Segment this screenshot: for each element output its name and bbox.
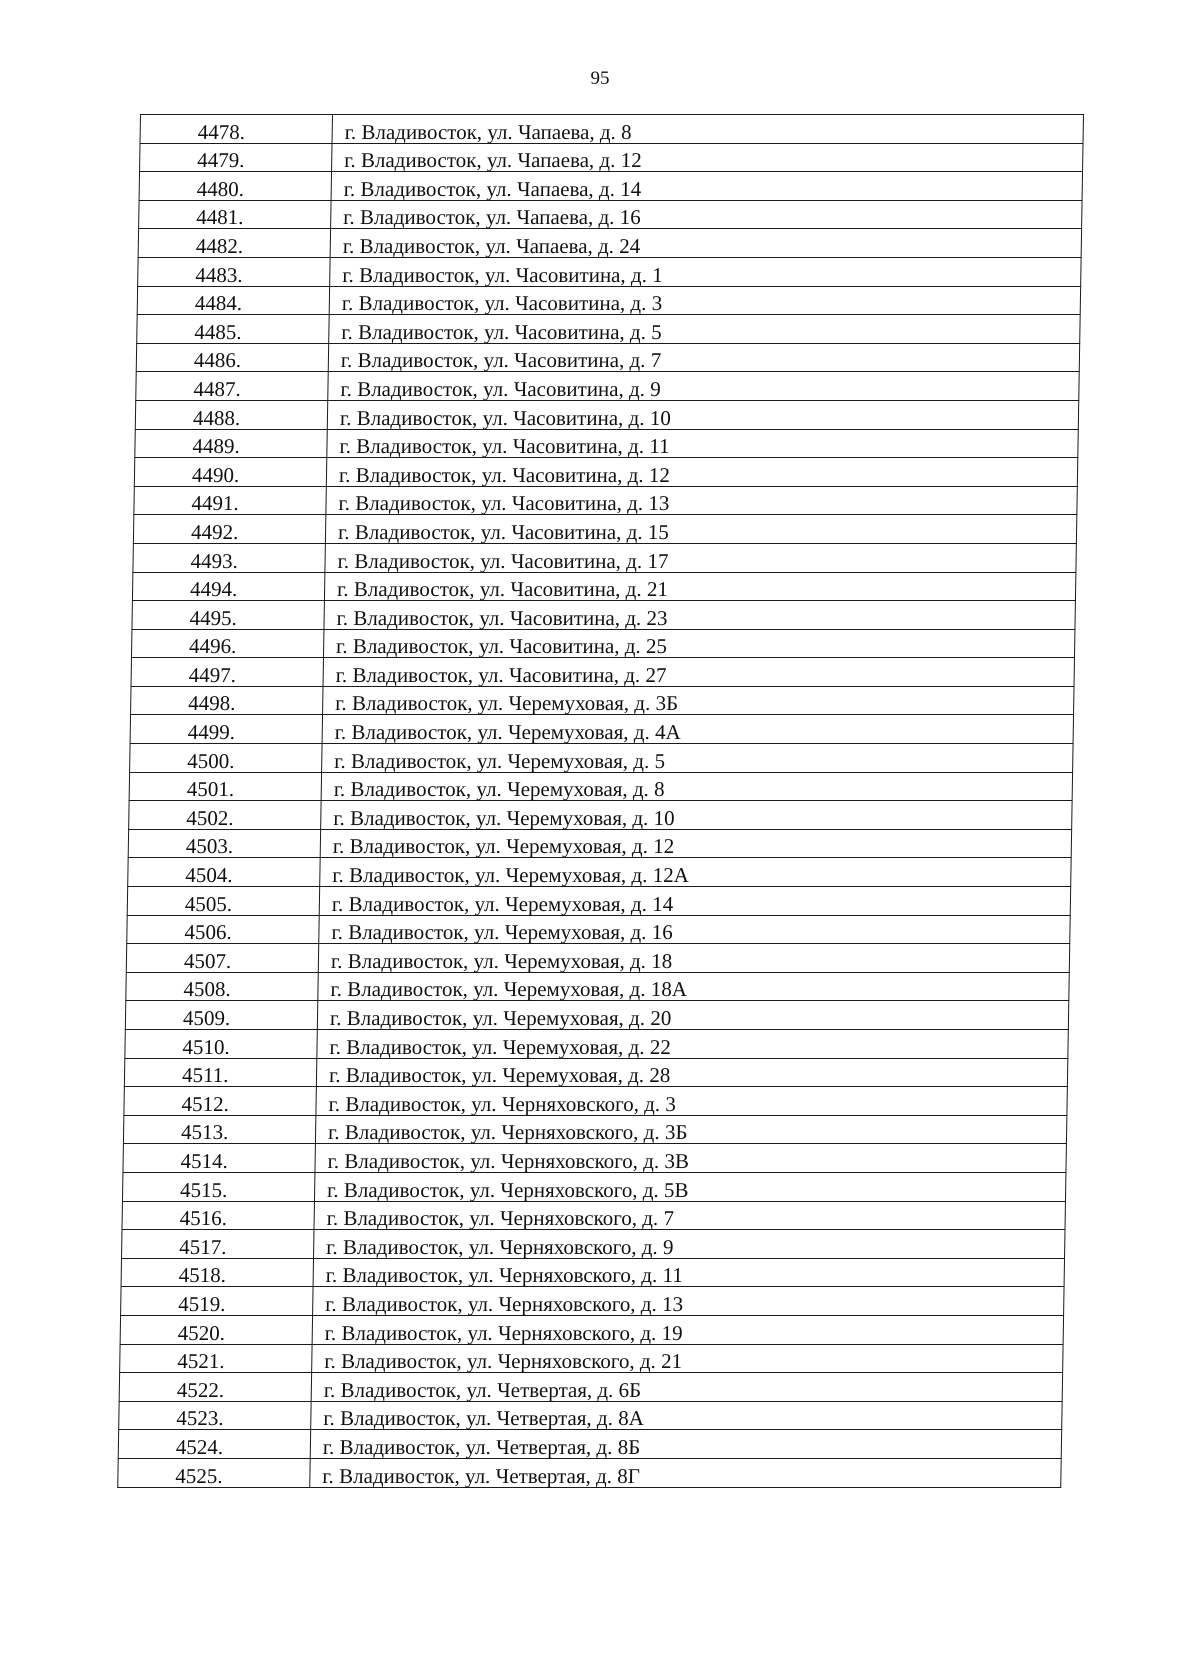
address-cell: г. Владивосток, ул. Часовитина, д. 25 [323, 629, 1074, 658]
address-cell: г. Владивосток, ул. Черняховского, д. 7 [314, 1201, 1065, 1230]
row-number-cell: 4480. [139, 172, 331, 201]
table-row [122, 1201, 1065, 1230]
table-row [122, 1230, 1065, 1259]
address-cell: г. Владивосток, ул. Черемуховая, д. 28 [316, 1058, 1067, 1087]
table-row [134, 486, 1077, 515]
address-table-body [118, 115, 1084, 1488]
row-number-cell: 4519. [121, 1287, 313, 1316]
row-number-cell: 4501. [129, 772, 321, 801]
table-row [138, 257, 1081, 286]
address-cell: г. Владивосток, ул. Чапаева, д. 12 [332, 143, 1083, 172]
row-number-cell: 4490. [134, 458, 326, 487]
row-number-cell: 4506. [127, 915, 319, 944]
row-number-cell: 4517. [122, 1230, 314, 1259]
address-cell: г. Владивосток, ул. Черемуховая, д. 12 [320, 829, 1071, 858]
table-row [120, 1344, 1063, 1373]
row-number-cell: 4498. [131, 686, 323, 715]
table-row [140, 143, 1083, 172]
row-number-cell: 4514. [123, 1144, 315, 1173]
address-cell: г. Владивосток, ул. Часовитина, д. 7 [328, 343, 1079, 372]
address-cell: г. Владивосток, ул. Чапаева, д. 14 [331, 172, 1082, 201]
table-row [136, 372, 1079, 401]
row-number-cell: 4516. [122, 1201, 314, 1230]
table-row [121, 1258, 1064, 1287]
page-number: 95 [590, 68, 610, 89]
table-row [124, 1058, 1067, 1087]
row-number-cell: 4511. [124, 1058, 316, 1087]
row-number-cell: 4483. [138, 257, 330, 286]
address-cell: г. Владивосток, ул. Четвертая, д. 8Б [310, 1430, 1061, 1459]
row-number-cell: 4479. [140, 143, 332, 172]
address-cell: г. Владивосток, ул. Часовитина, д. 15 [325, 515, 1076, 544]
row-number-cell: 4496. [131, 629, 323, 658]
table-row [138, 229, 1081, 258]
row-number-cell: 4508. [126, 972, 318, 1001]
table-row [125, 1001, 1068, 1030]
address-cell: г. Владивосток, ул. Часовитина, д. 27 [323, 658, 1074, 687]
address-cell: г. Владивосток, ул. Чапаева, д. 8 [332, 115, 1083, 144]
address-cell: г. Владивосток, ул. Черемуховая, д. 3Б [323, 686, 1074, 715]
address-cell: г. Владивосток, ул. Черемуховая, д. 12А [320, 858, 1071, 887]
table-row [133, 515, 1076, 544]
table-row [119, 1401, 1062, 1430]
address-cell: г. Владивосток, ул. Черемуховая, д. 20 [317, 1001, 1068, 1030]
address-cell: г. Владивосток, ул. Черемуховая, д. 5 [322, 744, 1073, 773]
address-cell: г. Владивосток, ул. Черемуховая, д. 18 [318, 944, 1069, 973]
table-row [123, 1115, 1066, 1144]
row-number-cell: 4513. [123, 1115, 315, 1144]
address-cell: г. Владивосток, ул. Черняховского, д. 3Б [315, 1115, 1066, 1144]
table-row [118, 1430, 1061, 1459]
address-cell: г. Владивосток, ул. Четвертая, д. 8А [311, 1401, 1062, 1430]
address-table [117, 114, 1084, 1488]
row-number-cell: 4505. [127, 887, 319, 916]
table-row [125, 1030, 1068, 1059]
table-row [119, 1373, 1062, 1402]
row-number-cell: 4495. [132, 601, 324, 630]
address-cell: г. Владивосток, ул. Часовитина, д. 11 [327, 429, 1078, 458]
table-row [129, 772, 1072, 801]
table-row [133, 543, 1076, 572]
row-number-cell: 4500. [130, 744, 322, 773]
address-cell: г. Владивосток, ул. Часовитина, д. 23 [324, 601, 1075, 630]
row-number-cell: 4522. [119, 1373, 311, 1402]
table-row [134, 458, 1077, 487]
row-number-cell: 4486. [136, 343, 328, 372]
table-row [129, 801, 1072, 830]
table-row [127, 915, 1070, 944]
row-number-cell: 4488. [135, 400, 327, 429]
table-row [132, 601, 1075, 630]
row-number-cell: 4494. [132, 572, 324, 601]
address-cell: г. Владивосток, ул. Чапаева, д. 16 [331, 200, 1082, 229]
row-number-cell: 4492. [133, 515, 325, 544]
table-row [131, 629, 1074, 658]
row-number-cell: 4524. [118, 1430, 310, 1459]
table-row [139, 200, 1082, 229]
table-row [120, 1315, 1063, 1344]
address-cell: г. Владивосток, ул. Четвертая, д. 8Г [310, 1458, 1061, 1487]
table-row [132, 572, 1075, 601]
row-number-cell: 4521. [120, 1344, 312, 1373]
row-number-cell: 4497. [131, 658, 323, 687]
address-cell: г. Владивосток, ул. Черняховского, д. 5В [314, 1172, 1065, 1201]
address-cell: г. Владивосток, ул. Черняховского, д. 9 [314, 1230, 1065, 1259]
address-cell: г. Владивосток, ул. Часовитина, д. 13 [326, 486, 1077, 515]
table-row [135, 429, 1078, 458]
table-row [128, 829, 1071, 858]
table-row [127, 887, 1070, 916]
address-cell: г. Владивосток, ул. Черняховского, д. 19 [312, 1315, 1063, 1344]
row-number-cell: 4484. [137, 286, 329, 315]
table-row [130, 744, 1073, 773]
address-cell: г. Владивосток, ул. Черемуховая, д. 14 [319, 887, 1070, 916]
table-row [118, 1458, 1061, 1487]
row-number-cell: 4491. [134, 486, 326, 515]
address-cell: г. Владивосток, ул. Черняховского, д. 3 [316, 1087, 1067, 1116]
row-number-cell: 4523. [119, 1401, 311, 1430]
table-row [123, 1144, 1066, 1173]
address-cell: г. Владивосток, ул. Черняховского, д. 13 [313, 1287, 1064, 1316]
address-cell: г. Владивосток, ул. Чапаева, д. 24 [330, 229, 1081, 258]
table-row [126, 972, 1069, 1001]
table-row [124, 1087, 1067, 1116]
row-number-cell: 4502. [129, 801, 321, 830]
row-number-cell: 4504. [128, 858, 320, 887]
table-row [121, 1287, 1064, 1316]
table-row [140, 115, 1083, 144]
row-number-cell: 4512. [124, 1087, 316, 1116]
address-cell: г. Владивосток, ул. Четвертая, д. 6Б [311, 1373, 1062, 1402]
address-cell: г. Владивосток, ул. Часовитина, д. 17 [325, 543, 1076, 572]
address-cell: г. Владивосток, ул. Черемуховая, д. 8 [321, 772, 1072, 801]
address-cell: г. Владивосток, ул. Часовитина, д. 5 [329, 315, 1080, 344]
row-number-cell: 4489. [135, 429, 327, 458]
row-number-cell: 4482. [138, 229, 330, 258]
address-cell: г. Владивосток, ул. Черемуховая, д. 10 [321, 801, 1072, 830]
address-cell: г. Владивосток, ул. Черемуховая, д. 18А [318, 972, 1069, 1001]
address-cell: г. Владивосток, ул. Часовитина, д. 3 [329, 286, 1080, 315]
row-number-cell: 4503. [128, 829, 320, 858]
table-row [137, 315, 1080, 344]
table-row [130, 715, 1073, 744]
row-number-cell: 4478. [140, 115, 332, 144]
row-number-cell: 4493. [133, 543, 325, 572]
row-number-cell: 4507. [126, 944, 318, 973]
table-row [128, 858, 1071, 887]
table-row [131, 658, 1074, 687]
table-row [131, 686, 1074, 715]
row-number-cell: 4499. [130, 715, 322, 744]
address-cell: г. Владивосток, ул. Черемуховая, д. 16 [319, 915, 1070, 944]
row-number-cell: 4485. [137, 315, 329, 344]
row-number-cell: 4520. [120, 1315, 312, 1344]
table-row [136, 343, 1079, 372]
address-cell: г. Владивосток, ул. Черняховского, д. 21 [312, 1344, 1063, 1373]
table-row [139, 172, 1082, 201]
address-cell: г. Владивосток, ул. Черемуховая, д. 22 [317, 1030, 1068, 1059]
row-number-cell: 4509. [125, 1001, 317, 1030]
address-cell: г. Владивосток, ул. Часовитина, д. 10 [327, 400, 1078, 429]
row-number-cell: 4518. [121, 1258, 313, 1287]
address-cell: г. Владивосток, ул. Часовитина, д. 12 [326, 458, 1077, 487]
address-cell: г. Владивосток, ул. Черняховского, д. 11 [313, 1258, 1064, 1287]
address-cell: г. Владивосток, ул. Черняховского, д. 3В [315, 1144, 1066, 1173]
row-number-cell: 4481. [139, 200, 331, 229]
address-cell: г. Владивосток, ул. Часовитина, д. 9 [328, 372, 1079, 401]
address-table-container [117, 114, 1084, 1488]
row-number-cell: 4487. [136, 372, 328, 401]
table-row [135, 400, 1078, 429]
row-number-cell: 4525. [118, 1458, 310, 1487]
address-cell: г. Владивосток, ул. Черемуховая, д. 4А [322, 715, 1073, 744]
row-number-cell: 4515. [122, 1172, 314, 1201]
address-cell: г. Владивосток, ул. Часовитина, д. 21 [324, 572, 1075, 601]
row-number-cell: 4510. [125, 1030, 317, 1059]
address-cell: г. Владивосток, ул. Часовитина, д. 1 [330, 257, 1081, 286]
table-row [122, 1172, 1065, 1201]
table-row [126, 944, 1069, 973]
table-row [137, 286, 1080, 315]
